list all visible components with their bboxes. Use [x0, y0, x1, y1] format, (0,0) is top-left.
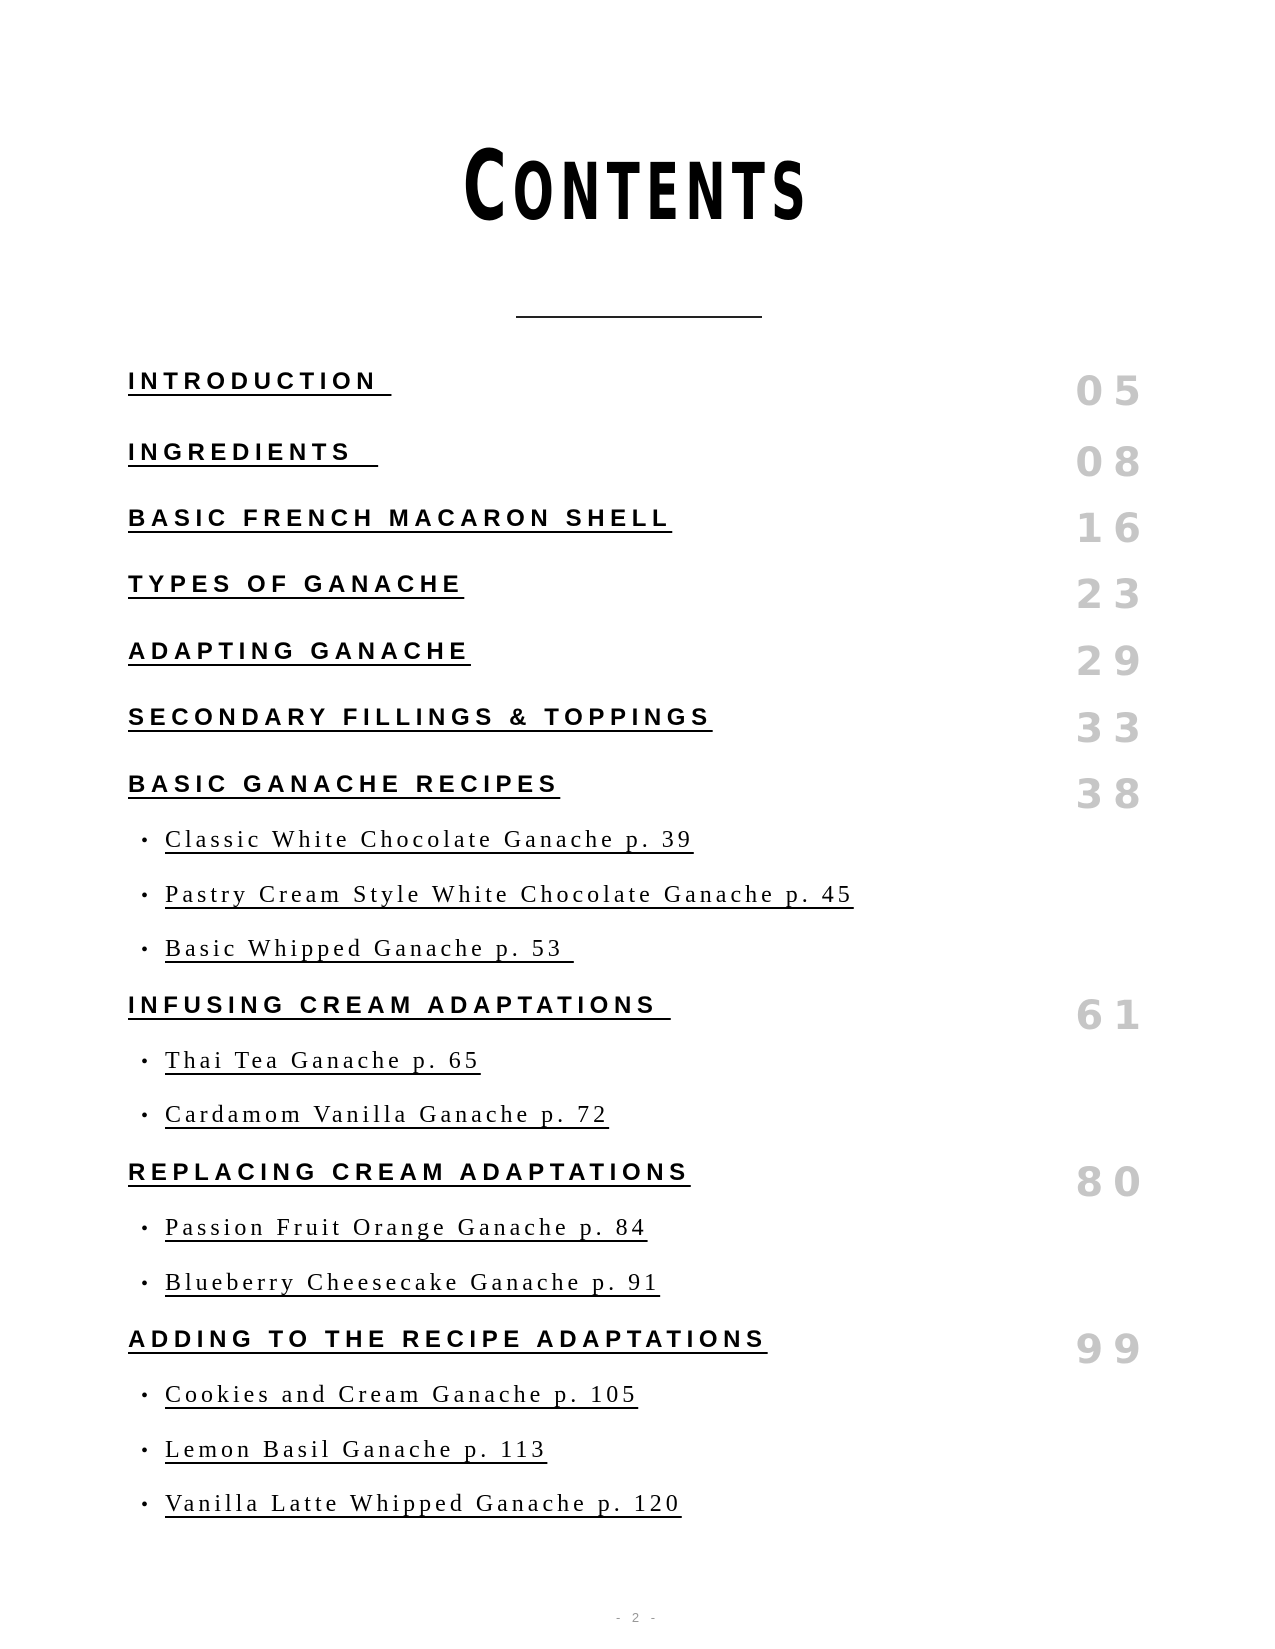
bullet-icon: • — [141, 1385, 149, 1407]
toc-subitem-link[interactable]: Blueberry Cheesecake Ganache p. 91 — [165, 1270, 661, 1296]
bullet-icon: • — [141, 1440, 149, 1462]
toc-page-number: 33 — [1075, 706, 1151, 752]
toc-section-basic-ganache-recipes[interactable]: BASIC GANACHE RECIPES — [128, 771, 561, 798]
toc-subitem-link[interactable]: Thai Tea Ganache p. 65 — [165, 1048, 481, 1074]
toc-subitem — [141, 1383, 638, 1407]
toc-page-number: 29 — [1075, 639, 1151, 685]
page-title-initial: C — [462, 130, 513, 242]
toc-subitem — [141, 1216, 648, 1240]
toc-section-ingredients[interactable]: INGREDIENTS — [128, 439, 379, 466]
toc-section-infusing-cream[interactable]: INFUSING CREAM ADAPTATIONS — [128, 992, 671, 1019]
toc-section-replacing-cream[interactable]: REPLACING CREAM ADAPTATIONS — [128, 1159, 691, 1186]
toc-subitem-link[interactable]: Cookies and Cream Ganache p. 105 — [165, 1382, 639, 1408]
bullet-icon: • — [141, 1494, 149, 1516]
toc-section-adapting-ganache[interactable]: ADAPTING GANACHE — [128, 638, 471, 665]
page-title — [242, 130, 1033, 242]
toc-subitem — [141, 1438, 547, 1462]
toc-subitem — [141, 1271, 660, 1295]
bullet-icon: • — [141, 1105, 149, 1127]
toc-page-number: 99 — [1075, 1327, 1151, 1373]
bullet-icon: • — [141, 1051, 149, 1073]
toc-page-number: 05 — [1075, 369, 1151, 415]
toc-section-macaron-shell[interactable]: BASIC FRENCH MACARON SHELL — [128, 505, 673, 532]
toc-subitem-link[interactable]: Basic Whipped Ganache p. 53 — [165, 936, 574, 962]
bullet-icon: • — [141, 1218, 149, 1240]
toc-subitem — [141, 1492, 682, 1516]
bullet-icon: • — [141, 885, 149, 907]
toc-section-adding-to-recipe[interactable]: ADDING TO THE RECIPE ADAPTATIONS — [128, 1326, 768, 1353]
toc-subitem — [141, 883, 854, 907]
toc-section-secondary-fillings[interactable]: SECONDARY FILLINGS & TOPPINGS — [128, 704, 713, 731]
toc-subitem — [141, 1103, 609, 1127]
toc-section-introduction[interactable]: INTRODUCTION — [128, 368, 392, 395]
bullet-icon: • — [141, 1273, 149, 1295]
toc-subitem-link[interactable]: Classic White Chocolate Ganache p. 39 — [165, 827, 694, 853]
toc-page-number: 08 — [1075, 440, 1151, 486]
toc-subitem-link[interactable]: Vanilla Latte Whipped Ganache p. 120 — [165, 1491, 682, 1517]
toc-page-number: 23 — [1075, 572, 1151, 618]
toc-subitem-link[interactable]: Cardamom Vanilla Ganache p. 72 — [165, 1102, 610, 1128]
toc-subitem — [141, 937, 574, 961]
toc-subitem-link[interactable]: Passion Fruit Orange Ganache p. 84 — [165, 1215, 648, 1241]
toc-subitem — [141, 1049, 481, 1073]
title-divider — [516, 316, 762, 318]
toc-page-number: 61 — [1075, 993, 1151, 1039]
toc-section-types-of-ganache[interactable]: TYPES OF GANACHE — [128, 571, 465, 598]
page-title-rest: ONTENTS — [512, 148, 813, 238]
toc-subitem-link[interactable]: Lemon Basil Ganache p. 113 — [165, 1437, 548, 1463]
bullet-icon: • — [141, 830, 149, 852]
toc-subitem — [141, 828, 694, 852]
toc-page-number: 38 — [1075, 772, 1151, 818]
toc-page-number: 80 — [1075, 1160, 1151, 1206]
bullet-icon: • — [141, 939, 149, 961]
toc-subitem-link[interactable]: Pastry Cream Style White Chocolate Ganache p. 45 — [165, 882, 854, 908]
toc-page-number: 16 — [1075, 506, 1151, 552]
page-number-footer: - 2 - — [615, 1610, 660, 1625]
